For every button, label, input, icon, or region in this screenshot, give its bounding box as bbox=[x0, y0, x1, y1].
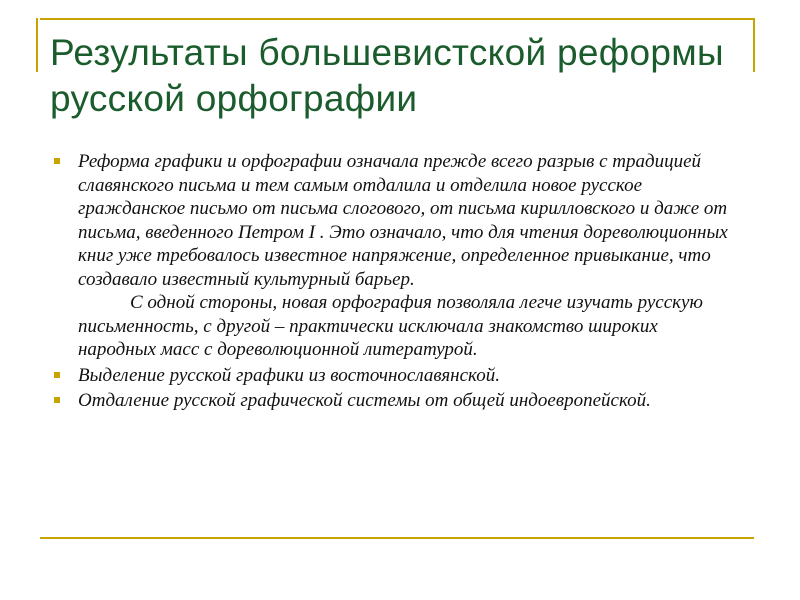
frame-left-line bbox=[36, 18, 38, 72]
frame-bottom-line bbox=[40, 537, 754, 539]
square-bullet-icon bbox=[54, 158, 60, 164]
slide-title: Результаты большевистской реформы русской орфографии bbox=[50, 32, 724, 119]
square-bullet-icon bbox=[54, 372, 60, 378]
bullet-item bbox=[54, 150, 734, 362]
bullet-paragraph-continued: С одной стороны, новая орфография позволяла легче изучать русскую письменность, с другой – практически исключала знакомство широких народных масс с дореволюционной литературой. bbox=[78, 292, 703, 360]
bullet-item bbox=[54, 364, 734, 388]
frame-right-line bbox=[753, 18, 755, 72]
bullet-paragraph: Отдаление русской графической системы от общей индоевропейской. bbox=[78, 390, 651, 411]
bullet-list bbox=[54, 150, 734, 415]
bullet-paragraph: Выделение русской графики из восточнославянской. bbox=[78, 364, 500, 386]
square-bullet-icon bbox=[54, 397, 60, 403]
frame-top-line bbox=[40, 18, 754, 20]
bullet-paragraph: Реформа графики и орфографии означала прежде всего разрыв с традицией славянского письма и тем самым отдалила и отделила новое русское гражданское письмо от письма слогового, от письма кирилловского и даже от письма, введенного Петром I . Это означало, что для чтения дореволюционных книг уже требовалось известное напряжение, определенное привыкание, что создавало известный культурный барьер. bbox=[78, 151, 728, 290]
bullet-item bbox=[54, 389, 734, 413]
